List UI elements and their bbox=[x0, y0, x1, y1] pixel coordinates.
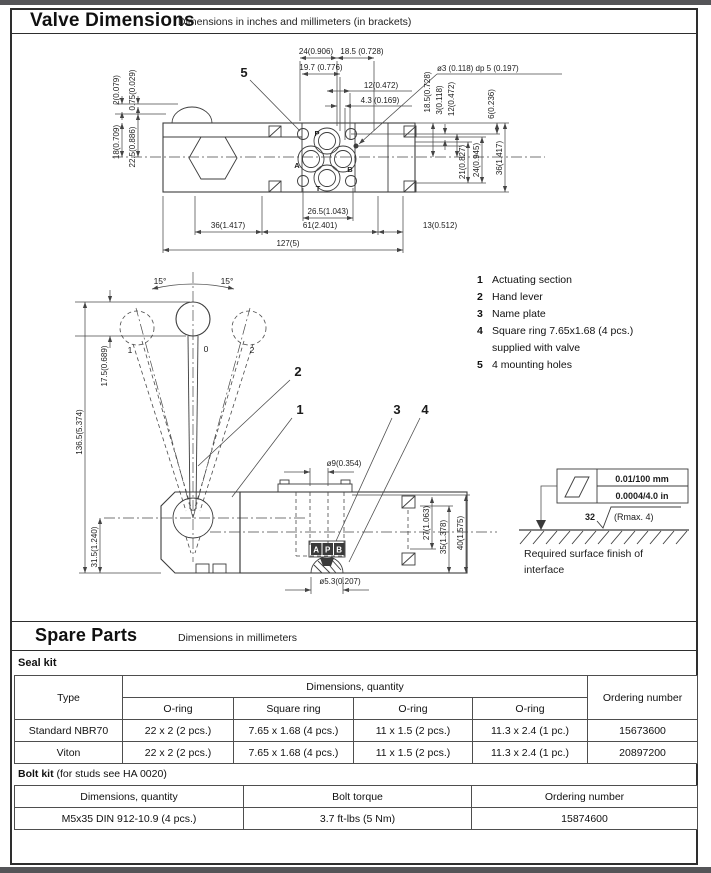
drawing-legend bbox=[477, 272, 705, 374]
cell-type: Standard NBR70 bbox=[15, 720, 123, 742]
balloon-2: 2 bbox=[294, 364, 302, 379]
legend-item-4-cont bbox=[477, 340, 705, 357]
legend-text: Hand lever bbox=[492, 291, 543, 303]
cell-type: Viton bbox=[15, 742, 123, 764]
table-row bbox=[15, 720, 698, 742]
cell-ordering-number: 15673600 bbox=[588, 720, 698, 742]
legend-item-5 bbox=[477, 357, 705, 374]
dim-31-5: 31.5(1.240) bbox=[90, 526, 99, 568]
cell-square-ring: 7.65 x 1.68 (4 pcs.) bbox=[234, 742, 354, 764]
balloon-3: 3 bbox=[393, 402, 401, 417]
lever-view-dimensions-left bbox=[75, 290, 305, 573]
legend-num: 5 bbox=[477, 359, 483, 371]
dim-19-7: 19.7 (0.776) bbox=[299, 63, 343, 72]
cell-o-ring-1: 22 x 2 (2 pcs.) bbox=[123, 720, 234, 742]
dim-136-5: 136.5(5.374) bbox=[75, 409, 84, 455]
cell-o-ring-2: 11 x 1.5 (2 pcs.) bbox=[354, 720, 473, 742]
square-ring-seals-top bbox=[269, 126, 416, 192]
lever-view-dimensions-right bbox=[352, 495, 470, 573]
bolt-kit-label: Bolt kit bbox=[18, 768, 54, 780]
top-view-dimensions bbox=[112, 47, 562, 253]
port-label-t: T bbox=[315, 184, 321, 193]
legend-item-2 bbox=[477, 289, 705, 306]
dim-127: 127(5) bbox=[276, 239, 300, 248]
cell-o-ring-2: 11 x 1.5 (2 pcs.) bbox=[354, 742, 473, 764]
plate-letter-a: A bbox=[313, 545, 320, 555]
surface-caption-2: interface bbox=[524, 564, 565, 576]
col-header-type: Type bbox=[15, 676, 123, 720]
dim-61: 61(2.401) bbox=[302, 221, 338, 230]
legend-item-3 bbox=[477, 306, 705, 323]
legend-num: 4 bbox=[477, 325, 483, 337]
col-header-dimensions-quantity: Dimensions, quantity bbox=[123, 676, 588, 698]
dim-12: 12(0.472) bbox=[363, 81, 399, 90]
legend-text: 4 mounting holes bbox=[492, 359, 572, 371]
plate-letter-b: B bbox=[336, 545, 343, 555]
legend-num: 2 bbox=[477, 291, 483, 303]
col-header-bolt-torque: Bolt torque bbox=[244, 786, 472, 808]
cell-ordering-number: 20897200 bbox=[588, 742, 698, 764]
lever-view-drawing bbox=[75, 272, 497, 594]
cell-o-ring-3: 11.3 x 2.4 (1 pc.) bbox=[473, 720, 588, 742]
legend-num: 1 bbox=[477, 274, 483, 286]
legend-text: Name plate bbox=[492, 308, 546, 320]
table-row bbox=[15, 808, 698, 830]
dim-12-right: 12(0.472) bbox=[447, 81, 456, 117]
legend-num-spacer bbox=[477, 340, 492, 357]
col-header-ordering-number: Ordering number bbox=[588, 676, 698, 720]
table-row bbox=[15, 742, 698, 764]
dim-18-5-right: 18.5(0.728) bbox=[423, 71, 432, 113]
spare-parts-divider-top bbox=[12, 621, 698, 622]
legend-item-4 bbox=[477, 323, 705, 340]
balloon-1: 1 bbox=[296, 402, 304, 417]
dim-18: 18(0.709) bbox=[112, 124, 121, 160]
dim-36-right: 36(1.417) bbox=[495, 140, 504, 176]
seal-kit-header-row-1 bbox=[15, 676, 698, 698]
dim-o9: ø9(0.354) bbox=[326, 459, 362, 468]
spare-parts-subtitle: Dimensions in millimeters bbox=[178, 632, 298, 644]
spare-parts-title: Spare Parts bbox=[35, 625, 138, 645]
dim-4-3: 4.3 (0.169) bbox=[360, 96, 400, 105]
dim-3: 3(0.118) bbox=[435, 85, 444, 115]
port-label-a: A bbox=[294, 161, 300, 170]
dim-6: 6(0.236) bbox=[487, 89, 496, 119]
col-header-dimensions-quantity: Dimensions, quantity bbox=[15, 786, 244, 808]
name-plate bbox=[309, 541, 345, 557]
dim-0-75: 0.75(0.029) bbox=[128, 69, 137, 111]
square-ring-seals-side bbox=[402, 496, 415, 565]
cell-bolt-torque: 3.7 ft-lbs (5 Nm) bbox=[244, 808, 472, 830]
port-cutout bbox=[311, 557, 343, 573]
angle-right: 15° bbox=[220, 276, 234, 286]
bolt-kit-table bbox=[14, 785, 698, 830]
dim-22-5: 22.5(0.886) bbox=[128, 126, 137, 168]
dim-27: 27(1.063) bbox=[422, 505, 431, 541]
col-header-ordering-number: Ordering number bbox=[472, 786, 698, 808]
flatness-icon bbox=[565, 477, 589, 497]
surface-caption-1: Required surface finish of bbox=[524, 548, 644, 560]
cell-ordering-number: 15874600 bbox=[472, 808, 698, 830]
dim-18-5: 18.5 (0.728) bbox=[340, 47, 384, 56]
lever-pos-1: 1 bbox=[127, 345, 133, 355]
bolt-kit-header-row bbox=[15, 786, 698, 808]
hole-note: ø3 (0.118) dp 5 (0.197) bbox=[437, 64, 519, 73]
cell-square-ring: 7.65 x 1.68 (4 pcs.) bbox=[234, 720, 354, 742]
lever-pos-0: 0 bbox=[203, 344, 209, 354]
balloon-4: 4 bbox=[421, 402, 429, 417]
legend-text: Square ring 7.65x1.68 (4 pcs.) bbox=[492, 325, 634, 337]
port-label-p: P bbox=[314, 129, 320, 138]
subcol-o-ring-2: O-ring bbox=[354, 698, 473, 720]
dim-o5-3: ø5.3(0.207) bbox=[319, 577, 361, 586]
dim-40: 40(1.575) bbox=[456, 515, 465, 551]
page-subtitle: Dimensions in inches and millimeters (in brackets) bbox=[178, 16, 412, 28]
subcol-o-ring-3: O-ring bbox=[473, 698, 588, 720]
dim-26-5: 26.5(1.043) bbox=[307, 207, 349, 216]
legend-item-1 bbox=[477, 272, 705, 289]
hatching bbox=[520, 531, 687, 544]
roughness-value: 32 bbox=[584, 512, 596, 522]
dim-17-5: 17.5(0.689) bbox=[100, 345, 109, 387]
legend-num: 3 bbox=[477, 308, 483, 320]
dim-35: 35(1.378) bbox=[439, 519, 448, 555]
dim-21: 21(0.827) bbox=[458, 144, 467, 180]
surface-finish-diagram bbox=[519, 469, 689, 576]
spare-parts-divider-bottom bbox=[12, 650, 698, 651]
seal-kit-table bbox=[14, 675, 698, 764]
flatness-mm: 0.01/100 mm bbox=[615, 474, 669, 484]
bolt-kit-note: (for studs see HA 0020) bbox=[56, 768, 167, 780]
dim-2: 2(0.079) bbox=[112, 75, 121, 105]
page-title: Valve Dimensions bbox=[30, 10, 195, 31]
balloon-5: 5 bbox=[240, 65, 248, 80]
flatness-in: 0.0004/4.0 in bbox=[615, 491, 669, 501]
cell-o-ring-1: 22 x 2 (2 pcs.) bbox=[123, 742, 234, 764]
seal-kit-label: Seal kit bbox=[18, 657, 57, 669]
cell-bolt-dimensions: M5x35 DIN 912-10.9 (4 pcs.) bbox=[15, 808, 244, 830]
top-view-drawing bbox=[112, 47, 562, 253]
port-label-b: B bbox=[347, 165, 353, 174]
lever-pos-2: 2 bbox=[249, 345, 255, 355]
legend-text: Actuating section bbox=[492, 274, 572, 286]
dim-24: 24(0.906) bbox=[298, 47, 334, 56]
dim-36-bottom: 36(1.417) bbox=[210, 221, 246, 230]
subcol-o-ring-1: O-ring bbox=[123, 698, 234, 720]
roughness-rmax: (Rmax. 4) bbox=[614, 512, 654, 522]
cell-o-ring-3: 11.3 x 2.4 (1 pc.) bbox=[473, 742, 588, 764]
dim-13: 13(0.512) bbox=[422, 221, 458, 230]
angle-left: 15° bbox=[153, 276, 167, 286]
plate-letter-p: P bbox=[325, 545, 331, 555]
subcol-square-ring: Square ring bbox=[234, 698, 354, 720]
legend-text: supplied with valve bbox=[492, 342, 581, 354]
dim-24-right: 24(0.945) bbox=[472, 142, 481, 178]
